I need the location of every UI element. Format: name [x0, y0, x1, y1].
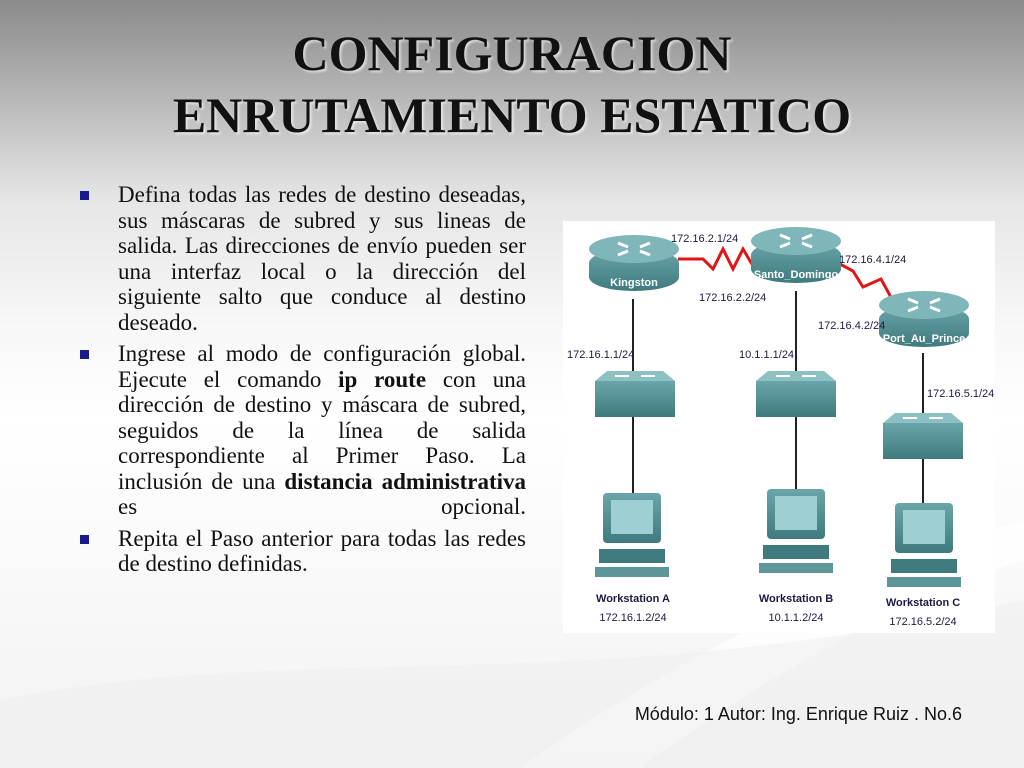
square-bullet-icon [80, 350, 89, 359]
router-label-kingston: Kingston [610, 277, 658, 289]
switch-a-icon [595, 371, 675, 417]
serial-link-kingston-santo-domingo [678, 249, 758, 269]
bullet-text-2c: es opcional. [118, 494, 526, 519]
workstation-a-icon [595, 493, 669, 577]
bullet-text-2b: con una dirección de destino y máscara de subred, seguidos de la línea de salida correspondiente al Primer Paso. La inclusión de una [118, 366, 527, 494]
workstation-c-name: Workstation C [885, 597, 961, 609]
slide-footer: Módulo: 1 Autor: Ing. Enrique Ruiz . No.6 [634, 704, 962, 724]
router-label-port-au-prince: Port_Au_Prince [882, 333, 966, 345]
workstation-c-ip: 172.16.5.2/24 [889, 616, 957, 628]
command-ip-route: ip route [338, 366, 427, 392]
router-label-santo-domingo: Santo_Domingo [753, 269, 839, 281]
label-10-1-1-1: 10.1.1.1/24 [739, 349, 795, 361]
title-line-2: ENRUTAMIENTO ESTATICO [172, 87, 852, 143]
router-kingston-icon [589, 235, 679, 291]
square-bullet-icon [80, 191, 89, 200]
workstation-c-icon [887, 503, 961, 587]
workstation-a-name: Workstation A [596, 593, 670, 605]
slide-title [0, 22, 1024, 146]
label-172-16-4-1: 172.16.4.1/24 [839, 254, 907, 266]
term-distancia-administrativa: distancia administrativa [284, 468, 527, 494]
bullet-item-1 [78, 182, 526, 335]
switch-b-icon [756, 371, 836, 417]
bullet-text-1: Defina todas las redes de destino deseadas, sus máscaras de subred y sus lineas de salida. Las direcciones de envío pueden ser una interfaz local o la dirección del siguiente salto que conduce al destino deseado. [118, 182, 526, 335]
bullet-item-2 [78, 341, 526, 520]
router-santo-domingo-icon [751, 227, 841, 283]
bullet-text-3: Repita el Paso anterior para todas las redes de destino definidas. [118, 525, 526, 576]
label-172-16-2-1: 172.16.2.1/24 [671, 233, 739, 245]
switch-c-icon [883, 413, 963, 459]
workstation-a-ip: 172.16.1.2/24 [599, 612, 667, 624]
workstation-b-ip: 10.1.1.2/24 [768, 612, 824, 624]
bullet-text-2a: Ingrese al modo de configuración global. Ejecute el comando [118, 341, 526, 392]
square-bullet-icon [80, 535, 89, 544]
router-port-au-prince-icon [879, 291, 969, 347]
label-172-16-4-2: 172.16.4.2/24 [818, 320, 886, 332]
workstation-b-icon [759, 489, 833, 573]
bullet-item-3 [78, 526, 526, 577]
workstation-b-name: Workstation B [758, 593, 834, 605]
network-diagram [563, 221, 995, 633]
label-172-16-5-1: 172.16.5.1/24 [927, 388, 995, 400]
bullet-list [78, 182, 526, 583]
label-172-16-1-1: 172.16.1.1/24 [567, 349, 635, 361]
title-line-1: CONFIGURACION [292, 25, 732, 81]
label-172-16-2-2: 172.16.2.2/24 [699, 292, 767, 304]
